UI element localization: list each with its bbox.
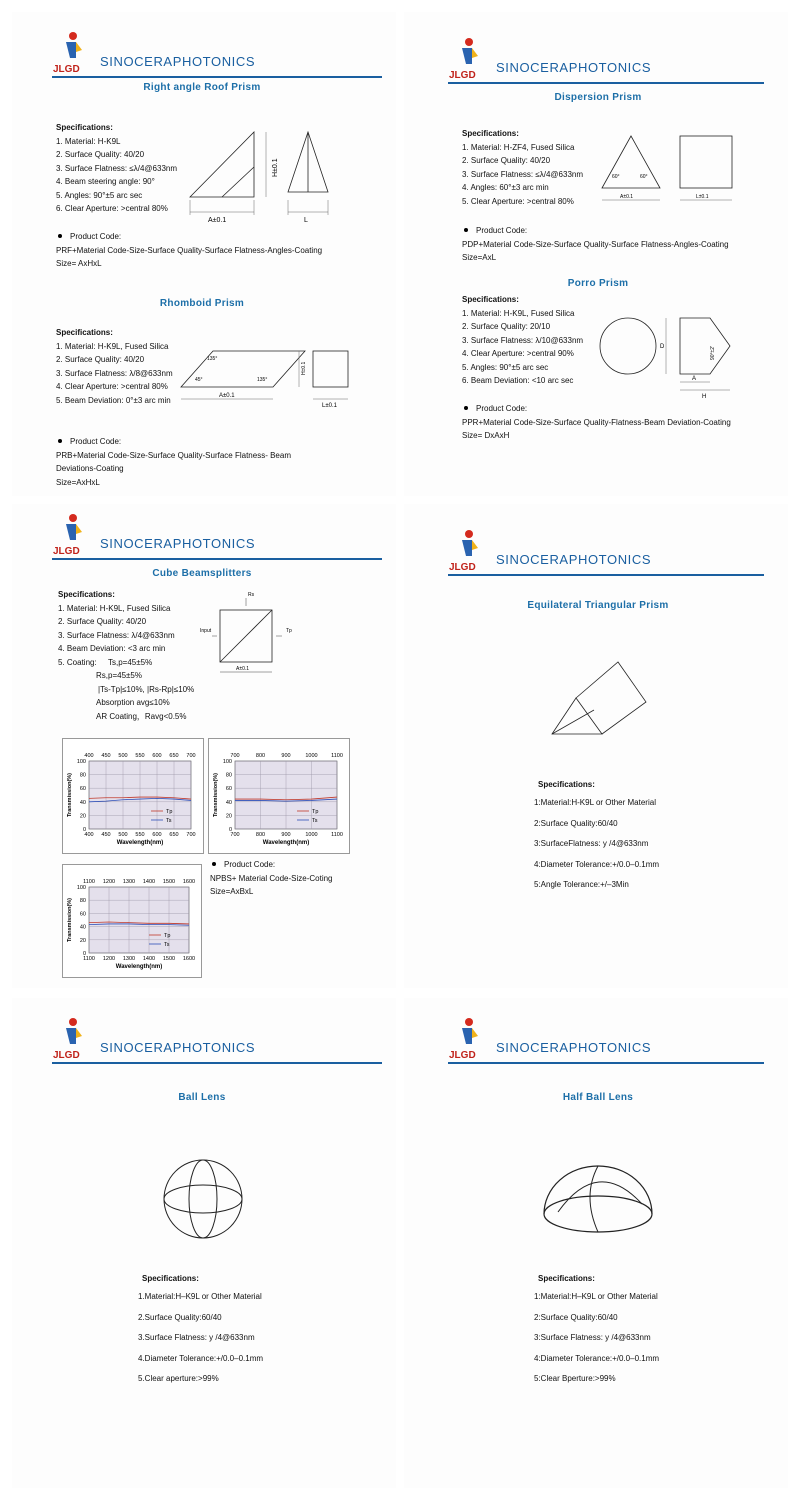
header [448,1016,778,1066]
dispersion-prism-diagram [600,134,740,209]
rhomboid-specs [56,326,173,407]
x-tick-label: 600 [152,832,162,838]
legend-label: Ts [166,818,172,824]
x-tick-label: 900 [281,832,291,838]
x-tick-label-top: 450 [101,753,111,759]
dim-a: A±0.1 [208,217,227,224]
spec-line: 3:SurfaceFlatness: y /4@633nm [534,839,649,848]
equilateral-title: Equilateral Triangular Prism [527,600,669,611]
x-axis-label: Wavelength(nm) [262,840,310,846]
y-tick-label: 0 [228,827,232,833]
roof-title: Right angle Roof Prism [143,82,261,93]
header-rule [52,558,382,560]
dim-d: D [660,344,665,350]
y-tick-label: 0 [82,951,86,957]
x-tick-label: 1200 [102,956,116,962]
y-tick-label: 100 [222,759,232,765]
roof-prism-diagram [182,122,362,227]
spec-line: 1. Material: H-K9L [56,136,121,146]
spec-heading: Specifications: [142,1274,199,1283]
porro-product-code [462,402,731,443]
x-tick-label: 500 [118,832,128,838]
x-tick-label-top: 700 [230,753,240,759]
spec-line: 5. Angles: 90°±5 arc sec [56,190,143,200]
brand-name: SINOCERAPHOTONICS [100,54,256,69]
x-tick-label: 1400 [142,956,156,962]
equilateral-prism-diagram [550,658,660,738]
x-tick-label-top: 1400 [142,879,156,885]
header-rule [448,574,764,576]
spec-line: 2:Surface Quality:60/40 [534,818,618,828]
spec-heading: Specifications: [58,590,115,599]
x-tick-label-top: 1600 [182,879,196,885]
product-code-label: Product Code: [70,232,122,241]
jlgd-logo-icon [52,512,88,556]
rhomboid-product-code [56,435,291,489]
spec-line: 1:Material:H–K9L or Other Material [534,1292,658,1301]
angle-label: 60° [640,174,648,180]
cube-title: Cube Beamsplitters [152,568,252,579]
rhomboid-prism-diagram [177,347,367,407]
spec-line: 4.Diameter Tolerance:+/0.0–0.1mm [138,1353,264,1363]
x-tick-label-top: 500 [118,753,128,759]
spec-line: 4. Angles: 60°±3 arc min [462,183,549,192]
jlgd-logo-icon [52,1016,88,1060]
dim-a: A±0.1 [620,194,634,200]
product-code-label: Product Code: [476,404,528,413]
spec-line: 3. Surface Flatness: ≤λ/4@633nm [462,169,584,179]
spec-heading: Specifications: [56,123,113,132]
x-tick-label-top: 1200 [102,879,116,885]
x-tick-label-top: 1000 [305,753,318,759]
panel-roof-rhomboid [12,12,396,496]
spec-line: 3:Surface Flatness: y /4@633nm [534,1333,651,1342]
spec-line: 4:Diameter Tolerance:+/0.0–0.1mm [534,859,660,869]
transmission-chart-400-700 [62,738,204,854]
size-line: Size=AxHxL [56,477,100,487]
porro-specs [462,293,583,388]
legend-label: Tp [164,933,171,939]
spec-line: 3.Surface Flatness: y /4@633nm [138,1333,255,1342]
roof-specs [56,121,177,216]
x-tick-label-top: 800 [255,753,266,759]
logo-text: JLGD [449,1050,476,1061]
spec-line: 2.Surface Quality:60/40 [138,1312,222,1322]
coat-line: AR Coating，Ravg<0.5% [96,711,187,721]
spec-line: 5. Coating: [58,657,97,667]
spec-line: 3. Surface Flatness: λ/10@633nm [462,335,584,345]
spec-line: 1.Material:H–K9L or Other Material [138,1292,262,1301]
porro-prism-diagram [598,316,748,398]
dispersion-product-code [462,224,729,265]
transmission-chart-1100-1600 [62,864,202,978]
spec-line: 4:Diameter Tolerance:+/0.0–0.1mm [534,1353,660,1363]
spec-line: 2. Surface Quality: 40/20 [58,617,147,626]
x-tick-label: 800 [255,832,266,838]
spec-line: 2. Surface Quality: 40/20 [462,156,551,165]
spec-line: 5.Clear aperture:>99% [138,1374,219,1383]
spec-line: 4. Clear Aperture: >central 80% [56,382,168,391]
dim-a: A [692,376,697,382]
code-line: Deviations-Coating [56,464,124,473]
rhomboid-title: Rhomboid Prism [159,298,245,309]
x-tick-label: 700 [186,832,196,838]
coat-line: |Ts-Tp|≤10%, |Rs-Rp|≤10% [98,684,195,694]
spec-line: 2. Surface Quality: 40/20 [56,150,145,159]
product-code-label: Product Code: [70,437,122,446]
x-tick-label: 650 [169,832,179,838]
bullet-icon [464,406,468,410]
panel-equilateral-prism [404,504,788,988]
dim-h: H±0.1 [301,361,307,375]
spec-heading: Specifications: [538,780,595,789]
product-code-label: Product Code: [224,860,276,869]
x-tick-label-top: 1500 [162,879,176,885]
x-tick-label: 1600 [182,956,196,962]
y-tick-label: 40 [79,799,86,806]
dim-h: H±0.1 [272,158,279,177]
label-tp: Tp [286,628,292,634]
y-tick-label: 80 [225,772,232,779]
spec-line: 1. Material: H-ZF4, Fused Silica [462,142,575,152]
brand-name: SINOCERAPHOTONICS [100,536,256,551]
size-line: Size=AxBxL [210,887,254,896]
legend-label: Tp [166,809,173,815]
y-axis-label: Transmission(%) [67,897,73,943]
legend-label: Ts [164,942,170,948]
dim-l: L [304,217,308,224]
spec-line: 5:Angle Tolerance:+/–3Min [534,880,629,889]
y-tick-label: 80 [79,772,86,779]
y-tick-label: 40 [225,799,232,806]
spec-line: 5. Beam Deviation: 0°±3 arc min [56,395,171,405]
spec-heading: Specifications: [462,295,519,304]
x-tick-label-top: 700 [186,753,196,759]
x-tick-label: 1100 [83,956,95,962]
brand-name: SINOCERAPHOTONICS [496,552,652,567]
x-tick-label: 1100 [331,832,343,838]
ball-lens-title: Ball Lens [178,1092,226,1103]
spec-line: 1. Material: H-K9L, Fused Silica [58,603,171,613]
brand-name: SINOCERAPHOTONICS [100,1040,256,1055]
x-tick-label: 1300 [122,956,136,962]
logo-text: JLGD [53,64,80,75]
header-rule [52,76,382,78]
spec-heading: Specifications: [462,129,519,138]
y-tick-label: 80 [79,898,86,905]
x-axis-label: Wavelength(nm) [116,840,164,846]
spec-line: 1. Material: H-K9L, Fused Silica [462,308,575,318]
y-tick-label: 0 [82,827,86,833]
dispersion-specs [462,127,583,208]
y-tick-label: 20 [225,813,232,820]
header-rule [448,82,764,84]
header [52,512,382,562]
dim-l: L±0.1 [322,403,337,409]
code-line: PPR+Material Code-Size-Surface Quality-Flatness-Beam Deviation-Coating [462,417,731,427]
cube-beamsplitter-diagram [200,590,310,682]
jlgd-logo-icon [52,30,88,74]
spec-line: 4. Beam steering angle: 90° [56,177,155,186]
y-tick-label: 60 [225,786,232,793]
spec-heading: Specifications: [538,1274,595,1283]
header [52,30,382,80]
logo-text: JLGD [53,1050,80,1061]
legend-label: Ts [312,818,318,824]
spec-line: 3. Surface Flatness: λ/4@633nm [58,630,175,640]
logo-text: JLGD [53,546,80,557]
half-ball-specs [534,1270,659,1390]
header-rule [448,1062,764,1064]
logo-text: JLGD [449,562,476,573]
header [448,528,778,578]
x-tick-label-top: 1300 [122,879,136,885]
x-tick-label-top: 1100 [331,753,343,759]
spec-line: 1. Material: H-K9L, Fused Silica [56,341,169,351]
spec-line: 3. Surface Flatness: ≤λ/4@633nm [56,163,178,173]
spec-line: 2. Surface Quality: 40/20 [56,355,145,364]
spec-line: 5. Clear Aperture: >central 80% [462,196,574,206]
y-tick-label: 60 [79,911,86,918]
angle-135: 135° [207,356,218,362]
jlgd-logo-icon [448,1016,484,1060]
brand-name: SINOCERAPHOTONICS [496,1040,652,1055]
cube-product-code [210,858,333,899]
x-tick-label-top: 1100 [83,879,95,885]
angle-label: 60° [612,174,620,180]
logo-text: JLGD [449,70,476,81]
panel-cube-beamsplitter [12,504,396,988]
angle-135b: 135° [257,377,268,383]
y-axis-label: Transmission(%) [213,772,219,818]
brand-name: SINOCERAPHOTONICS [496,60,652,75]
dim-a: A±0.1 [219,393,235,399]
code-line: NPBS+ Material Code-Size-Coting [210,873,333,883]
spec-heading: Specifications: [56,328,113,337]
jlgd-logo-icon [448,36,484,80]
x-tick-label-top: 650 [169,753,179,759]
x-axis-label: Wavelength(nm) [115,964,163,970]
label-rs: Rs [248,592,255,598]
spec-line: 6. Clear Aperture: >central 80% [56,204,168,213]
code-line: PRF+Material Code-Size-Surface Quality-Surface Flatness-Angles-Coating [56,245,323,255]
x-tick-label-top: 900 [281,753,291,759]
spec-line: 4. Beam Deviation: <3 arc min [58,644,166,653]
y-axis-label: Transmission(%) [67,772,73,818]
panel-half-ball-lens [404,998,788,1488]
ball-lens-specs [138,1270,263,1390]
product-code-label: Product Code: [476,226,528,235]
x-tick-label-top: 550 [135,753,145,759]
x-tick-label: 1000 [305,832,318,838]
coat-line-first: Ts,p=45±5% [108,658,153,667]
y-tick-label: 100 [76,885,86,891]
angle-45: 45° [195,377,203,383]
x-tick-label-top: 600 [152,753,162,759]
jlgd-logo-icon [448,528,484,572]
spec-line: 6. Beam Deviation: <10 arc sec [462,376,574,385]
bullet-icon [464,228,468,232]
dim-l: L±0.1 [696,194,709,200]
x-tick-label: 450 [101,832,111,838]
spec-line: 5. Angles: 90°±5 arc sec [462,362,549,372]
x-tick-label: 1500 [162,956,176,962]
bullet-icon [212,862,216,866]
half-ball-lens-diagram [542,1166,654,1236]
x-tick-label-top: 400 [84,753,94,759]
plot-area [89,887,189,953]
equilateral-specs [534,776,659,896]
size-line: Size= AxHxL [56,259,102,268]
x-tick-label: 550 [135,832,145,838]
half-ball-title: Half Ball Lens [562,1092,634,1103]
spec-line: 3. Surface Flatness: λ/8@633nm [56,368,173,378]
header-rule [52,1062,382,1064]
spec-line: 1:Material:H-K9L or Other Material [534,798,656,807]
bullet-icon [58,439,62,443]
panel-dispersion-porro [404,12,788,496]
x-tick-label: 700 [230,832,240,838]
coat-line: Rs,p=45±5% [96,671,142,680]
porro-title: Porro Prism [567,278,629,289]
header [52,1016,382,1066]
spec-line: 4. Clear Aperture: >central 90% [462,349,574,358]
code-line: PDP+Material Code-Size-Surface Quality-Surface Flatness-Angles-Coating [462,239,729,249]
dispersion-title: Dispersion Prism [554,92,642,103]
label-input: Input [200,628,212,634]
spec-line: 2:Surface Quality:60/40 [534,1312,618,1322]
roof-product-code [56,230,322,271]
code-line: PRB+Material Code-Size-Surface Quality-Surface Flatness- Beam [56,450,291,460]
y-tick-label: 40 [79,924,86,931]
transmission-chart-700-1100 [208,738,350,854]
ball-lens-diagram [162,1158,246,1242]
y-tick-label: 60 [79,786,86,793]
size-line: Size= DxAxH [462,431,510,440]
bullet-icon [58,234,62,238]
y-tick-label: 20 [79,937,86,944]
dim-h: H [702,394,707,400]
angle-label: 90°±2' [710,345,716,360]
panel-ball-lens [12,998,396,1488]
size-line: Size=AxL [462,253,497,262]
y-tick-label: 20 [79,813,86,820]
dim-a: A±0.1 [236,666,250,672]
spec-line: 2. Surface Quality: 20/10 [462,322,551,331]
coat-line: Absorption avg≤10% [96,698,170,707]
y-tick-label: 100 [76,759,86,765]
legend-label: Tp [312,809,319,815]
header [448,36,778,86]
x-tick-label: 400 [84,832,94,838]
spec-line: 5:Clear Bperture:>99% [534,1374,616,1383]
